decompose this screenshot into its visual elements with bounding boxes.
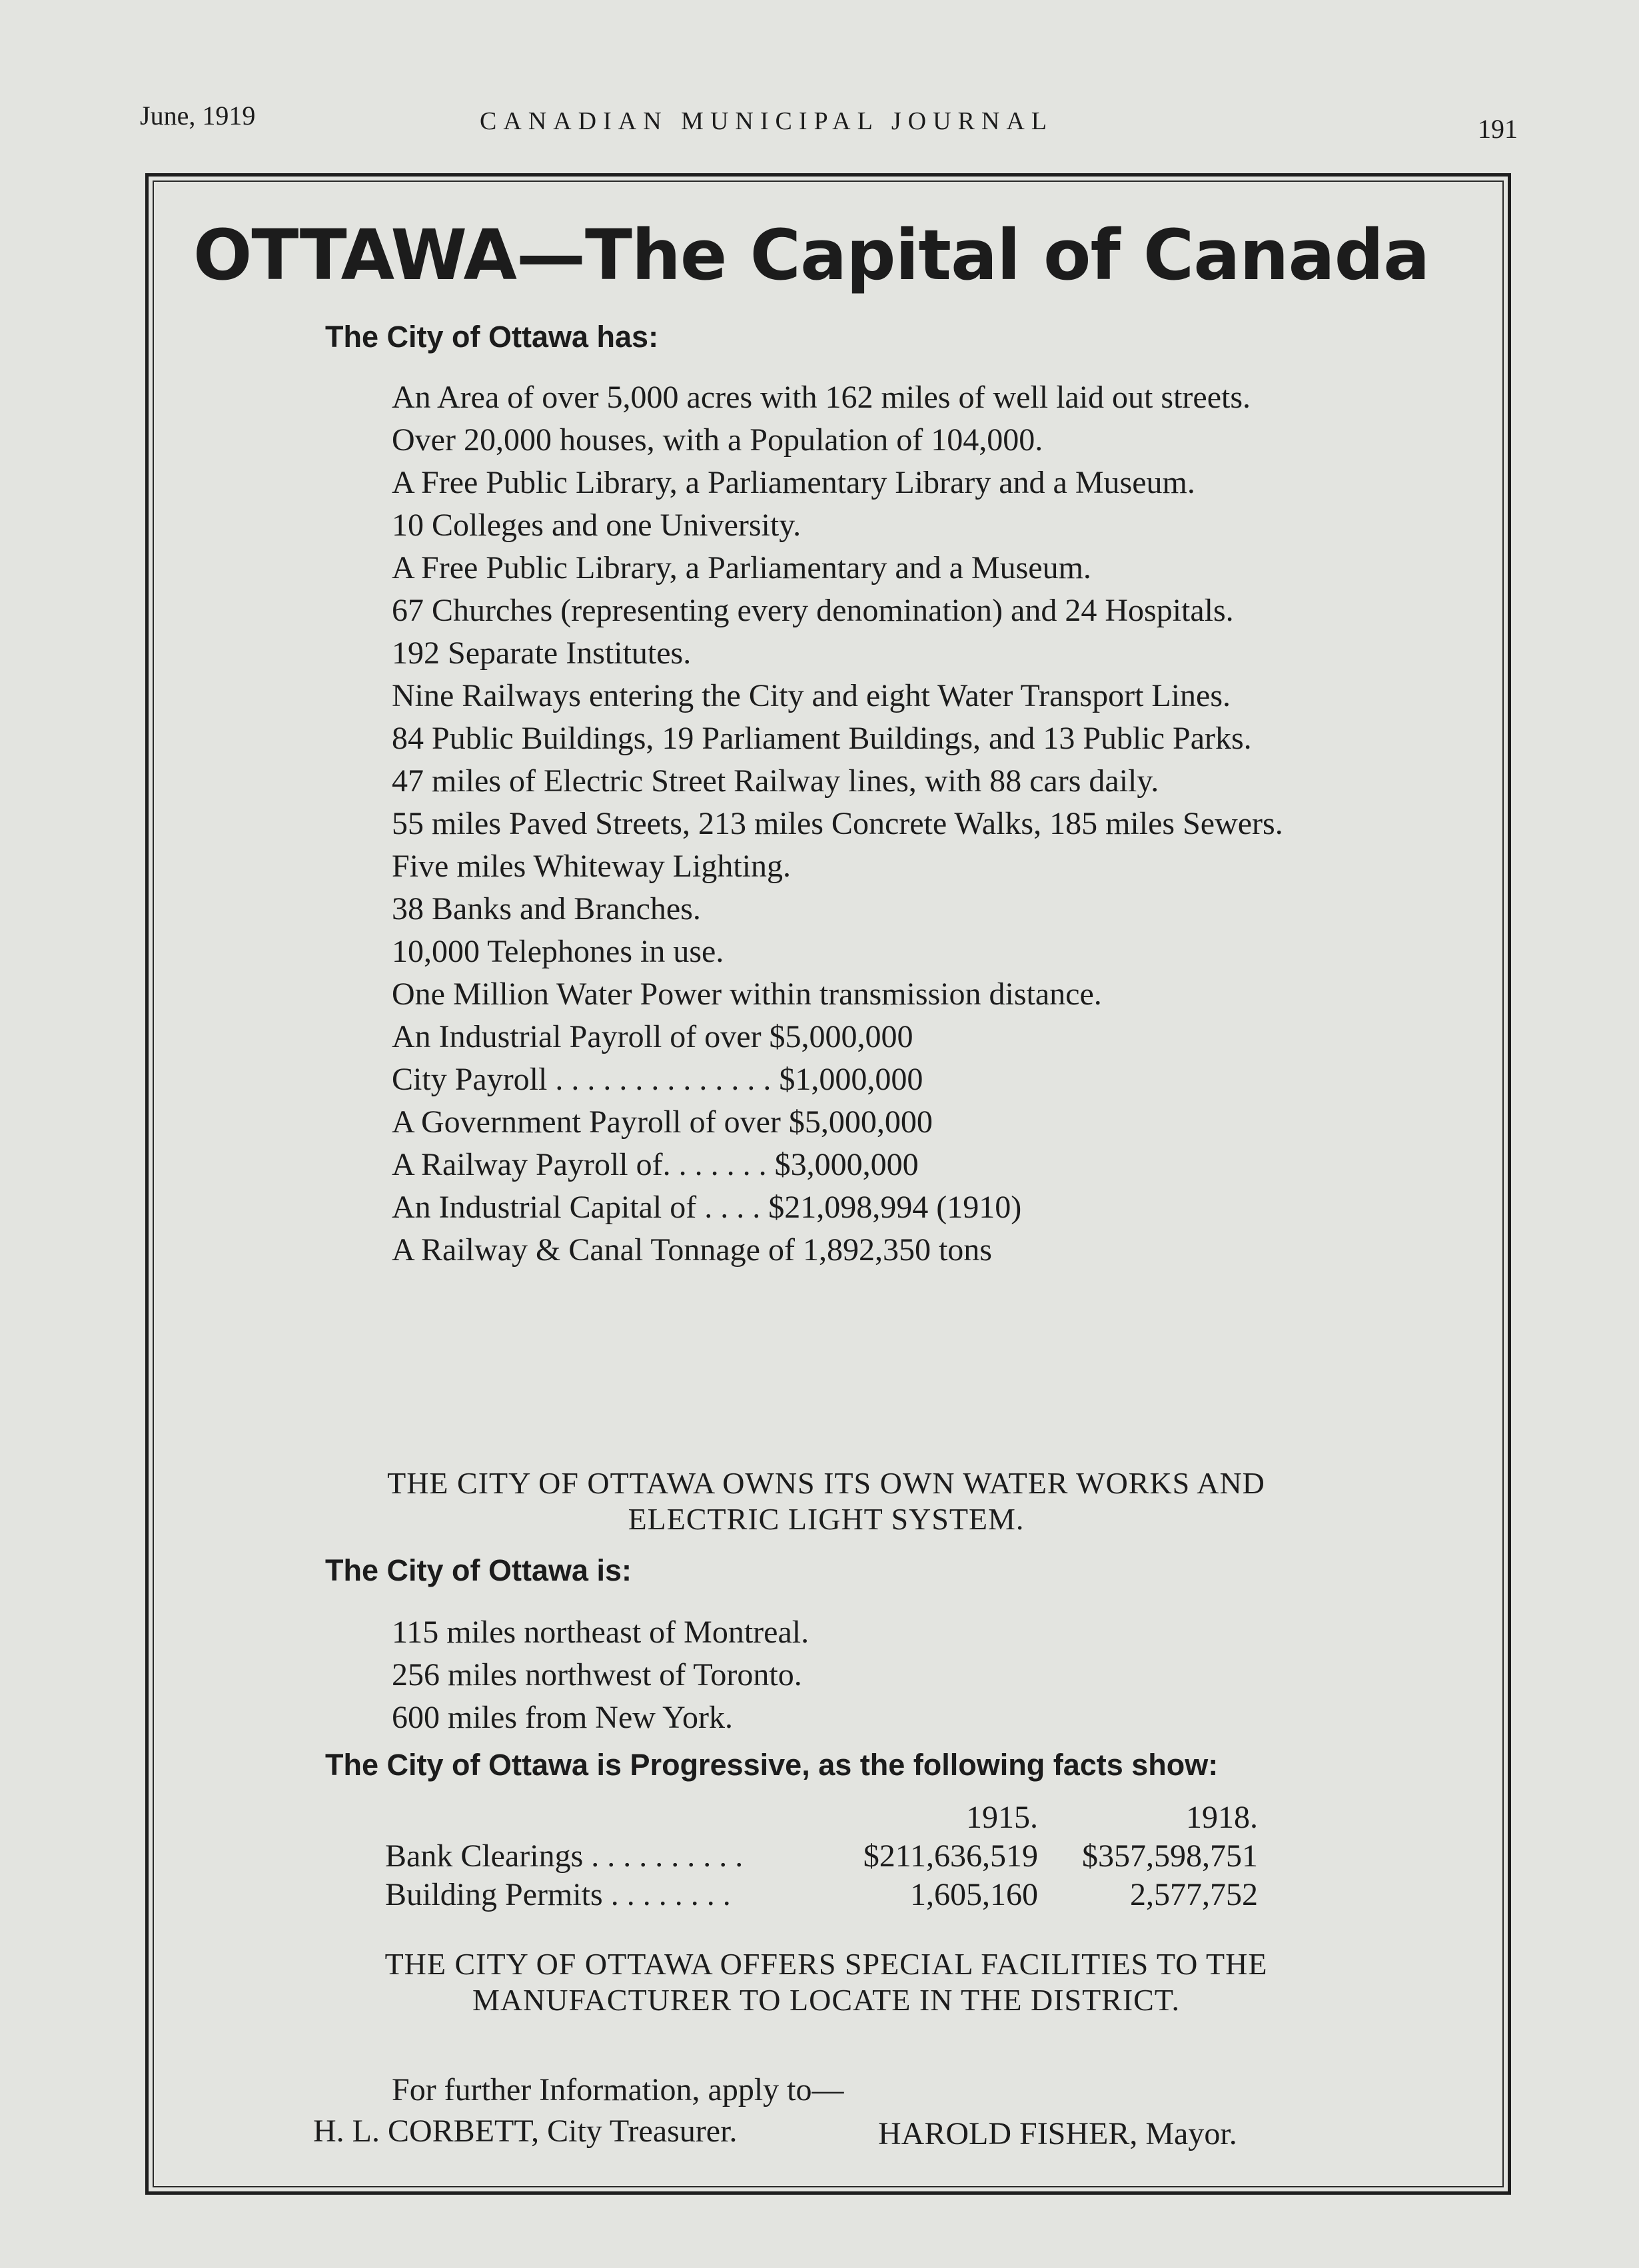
- treasurer-name: H. L. CORBETT, City Treasurer.: [313, 2113, 738, 2149]
- distance-list: [392, 1615, 809, 1742]
- fact-item: 10,000 Telephones in use.: [392, 934, 724, 969]
- distance-item: 256 miles northwest of Toronto.: [392, 1657, 802, 1693]
- table-row: [385, 1837, 1331, 1876]
- year-1915-header: 1915.: [966, 1800, 1038, 1835]
- owns-statement: THE CITY OF OTTAWA OWNS ITS OWN WATER WORKS AND ELECTRIC LIGHT SYSTEM.: [387, 1466, 1265, 1536]
- fact-item: 38 Banks and Branches.: [392, 891, 701, 927]
- fact-item: A Railway Payroll of. . . . . . . $3,000,000: [392, 1147, 919, 1182]
- year-1918-header: 1918.: [1186, 1800, 1258, 1835]
- fact-item: 55 miles Paved Streets, 213 miles Concrete Walks, 185 miles Sewers.: [392, 806, 1283, 841]
- has-heading: The City of Ottawa has:: [325, 320, 659, 354]
- fact-item: 47 miles of Electric Street Railway lines, with 88 cars daily.: [392, 763, 1159, 799]
- stats-label: Bank Clearings . . . . . . . . . .: [385, 1838, 744, 1874]
- stats-value-1918: $357,598,751: [1082, 1838, 1258, 1874]
- issue-date: June, 1919: [140, 101, 256, 131]
- fact-item: 10 Colleges and one University.: [392, 508, 802, 543]
- fact-item: 84 Public Buildings, 19 Parliament Buildings, and 13 Public Parks.: [392, 721, 1252, 756]
- distance-item: 115 miles northeast of Montreal.: [392, 1615, 810, 1650]
- fact-item: An Industrial Payroll of over $5,000,000: [392, 1019, 913, 1054]
- fact-item: City Payroll . . . . . . . . . . . . . . $1,000,000: [392, 1062, 923, 1097]
- page-number: 191: [1478, 114, 1518, 144]
- fact-item: Nine Railways entering the City and eight Water Transport Lines.: [392, 678, 1231, 713]
- fact-item: A Railway & Canal Tonnage of 1,892,350 tons: [392, 1232, 992, 1268]
- journal-title: CANADIAN MUNICIPAL JOURNAL: [480, 107, 1053, 135]
- ad-title: OTTAWA—The Capital of Canada: [193, 214, 1430, 296]
- facts-list: [392, 380, 1345, 1275]
- fact-item: An Industrial Capital of . . . . $21,098,994 (1910): [392, 1190, 1022, 1225]
- fact-item: A Free Public Library, a Parliamentary Library and a Museum.: [392, 465, 1195, 500]
- stats-value-1915: $211,636,519: [863, 1838, 1038, 1874]
- distance-item: 600 miles from New York.: [392, 1700, 733, 1735]
- is-heading: The City of Ottawa is:: [325, 1553, 632, 1587]
- stats-table: [385, 1798, 1331, 1914]
- contact-intro: For further Information, apply to—: [392, 2072, 844, 2107]
- stats-value-1915: 1,605,160: [910, 1877, 1038, 1912]
- stats-header-row: [385, 1798, 1331, 1837]
- fact-item: 192 Separate Institutes.: [392, 635, 692, 671]
- stats-label: Building Permits . . . . . . . .: [385, 1877, 731, 1912]
- page-header: [0, 100, 1639, 147]
- fact-item: Over 20,000 houses, with a Population of 104,000.: [392, 422, 1043, 458]
- fact-item: An Area of over 5,000 acres with 162 miles of well laid out streets.: [392, 380, 1251, 415]
- table-row: [385, 1876, 1331, 1914]
- stats-value-1918: 2,577,752: [1130, 1877, 1258, 1912]
- fact-item: One Million Water Power within transmission distance.: [392, 976, 1102, 1012]
- offers-statement: THE CITY OF OTTAWA OFFERS SPECIAL FACILITIES TO THE MANUFACTURER TO LOCATE IN THE DISTRICT.: [384, 1947, 1268, 2017]
- fact-item: A Free Public Library, a Parliamentary and a Museum.: [392, 550, 1091, 585]
- fact-item: Five miles Whiteway Lighting.: [392, 849, 792, 884]
- fact-item: 67 Churches (representing every denomination) and 24 Hospitals.: [392, 593, 1234, 628]
- fact-item: A Government Payroll of over $5,000,000: [392, 1104, 933, 1140]
- mayor-name: HAROLD FISHER, Mayor.: [878, 2116, 1237, 2151]
- progressive-heading: The City of Ottawa is Progressive, as the following facts show:: [325, 1748, 1219, 1782]
